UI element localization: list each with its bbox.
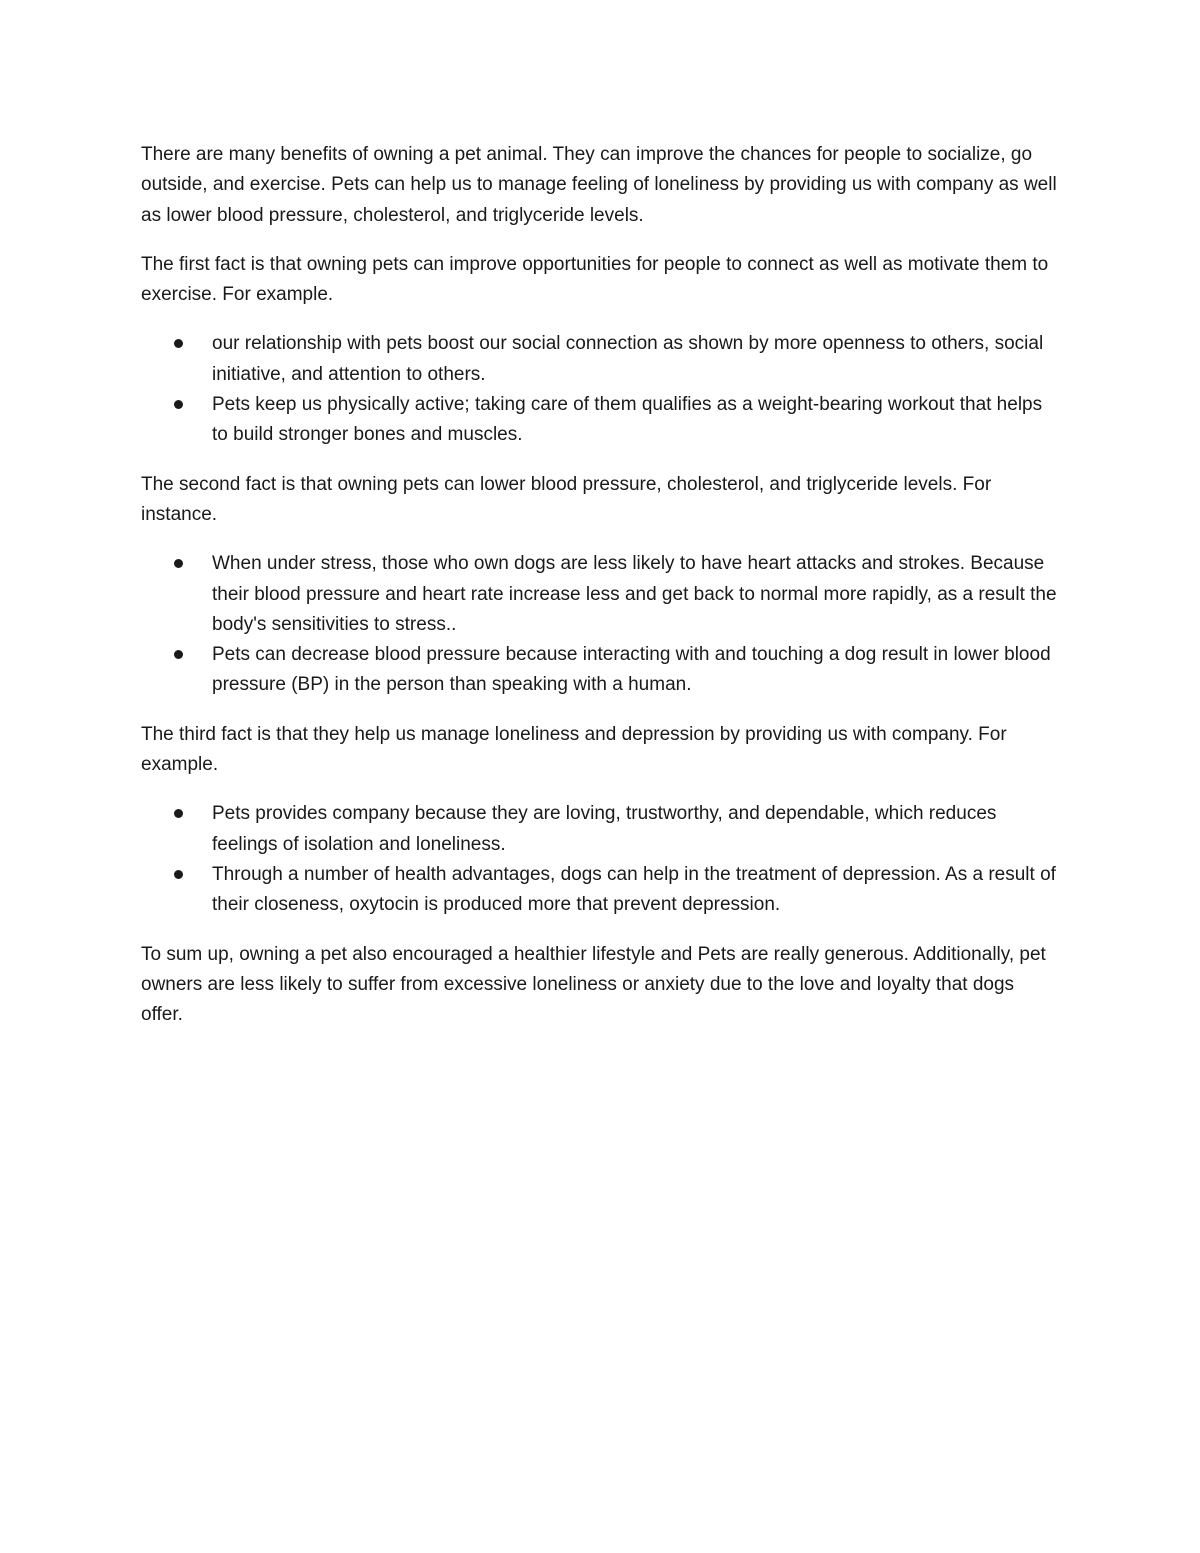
list-item-text: Through a number of health advantages, dogs can help in the treatment of depression. As a result of their closeness, oxytocin is produced more that prevent depression. <box>212 863 1056 916</box>
list-item <box>141 860 1061 921</box>
bullet-icon <box>174 650 183 659</box>
list-item <box>141 799 1061 860</box>
section-2-lead: The second fact is that owning pets can lower blood pressure, cholesterol, and triglyceride levels. For instance. <box>141 473 992 525</box>
list-item <box>141 329 1061 390</box>
section-1-bullet-list <box>141 329 1061 450</box>
section-1-lead: The first fact is that owning pets can improve opportunities for people to connect as well as motivate them to exercise. For example. <box>141 253 1049 306</box>
list-item-text: Pets provides company because they are loving, trustworthy, and dependable, which reduces feelings of isolation and loneliness. <box>212 803 997 855</box>
list-item-text: Pets can decrease blood pressure because interacting with and touching a dog result in lower blood pressure (BP) in the person than speaking with a human. <box>212 644 1051 696</box>
bullet-icon <box>174 559 183 568</box>
list-item <box>141 640 1061 701</box>
bullet-icon <box>174 870 183 879</box>
section-3-bullet-list <box>141 799 1061 920</box>
document-body <box>141 140 1061 1049</box>
list-item <box>141 549 1061 640</box>
list-item <box>141 390 1061 451</box>
list-item-text: When under stress, those who own dogs are less likely to have heart attacks and strokes. Because their blood pressure and heart rate increase less and get back to normal more rapidly, as a result the body's sensitivities to stress.. <box>212 553 1057 635</box>
bullet-icon <box>174 809 183 818</box>
bullet-icon <box>174 339 183 348</box>
section-2-bullet-list <box>141 549 1061 700</box>
section-3-lead: The third fact is that they help us manage loneliness and depression by providing us with company. For example. <box>141 723 1007 776</box>
intro-paragraph: There are many benefits of owning a pet animal. They can improve the chances for people to socialize, go outside, and exercise. Pets can help us to manage feeling of loneliness by providing us with company as well as lower blood pressure, cholesterol, and triglyceride levels. <box>141 144 1057 226</box>
conclusion-paragraph: To sum up, owning a pet also encouraged a healthier lifestyle and Pets are really generous. Additionally, pet owners are less likely to suffer from excessive loneliness or anxiety due to the love and loyalty that dogs offer. <box>141 943 1046 1026</box>
list-item-text: our relationship with pets boost our social connection as shown by more openness to others, social initiative, and attention to others. <box>212 333 1044 385</box>
bullet-icon <box>174 400 183 409</box>
list-item-text: Pets keep us physically active; taking care of them qualifies as a weight-bearing workout that helps to build stronger bones and muscles. <box>212 394 1043 446</box>
